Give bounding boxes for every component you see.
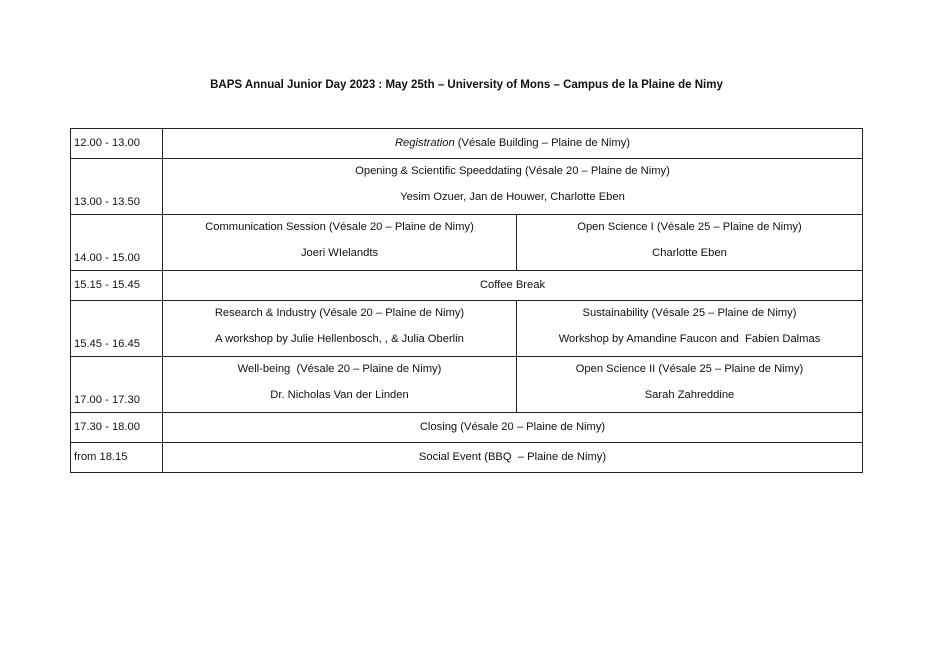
session-title: Open Science II (Vésale 25 – Plaine de Nimy): [575, 363, 804, 375]
session-speakers: Workshop by Amandine Faucon and Fabien Dalmas: [558, 333, 821, 345]
table-row: [71, 443, 863, 473]
table-row: [71, 215, 863, 271]
session-cell-left: [163, 215, 517, 271]
time-cell: [71, 357, 163, 413]
session-title: Research & Industry (Vésale 20 – Plaine de Nimy): [214, 307, 465, 319]
session-title: Open Science I (Vésale 25 – Plaine de Nimy): [577, 221, 802, 233]
time-cell: from 18.15: [71, 443, 163, 473]
table-row: [71, 413, 863, 443]
time-label: 13.00 - 13.50: [74, 196, 140, 208]
session-title: Well-being (Vésale 20 – Plaine de Nimy): [237, 363, 442, 375]
session-cell: Social Event (BBQ – Plaine de Nimy): [163, 443, 863, 473]
session-title: Opening & Scientific Speeddating (Vésale 20 – Plaine de Nimy): [355, 165, 670, 177]
session-cell-left: [163, 301, 517, 357]
session-location: (Vésale Building – Plaine de Nimy): [454, 137, 631, 149]
session-title-italic: Registration: [394, 137, 455, 149]
session-cell-left: [163, 357, 517, 413]
time-cell: 15.15 - 15.45: [71, 271, 163, 301]
table-row: [71, 129, 863, 159]
session-title: Sustainability (Vésale 25 – Plaine de Nimy): [582, 307, 797, 319]
time-cell: 17.30 - 18.00: [71, 413, 163, 443]
session-speakers: Sarah Zahreddine: [644, 389, 735, 401]
time-cell: 12.00 - 13.00: [71, 129, 163, 159]
session-cell-right: [517, 215, 863, 271]
time-cell: [71, 301, 163, 357]
time-label: 17.00 - 17.30: [74, 394, 140, 406]
table-row: [71, 301, 863, 357]
session-cell: [163, 129, 863, 159]
table-row: [71, 159, 863, 215]
session-title: Communication Session (Vésale 20 – Plaine de Nimy): [205, 221, 474, 233]
session-speakers: Yesim Ozuer, Jan de Houwer, Charlotte Eben: [400, 191, 625, 203]
session-speakers: Joeri WIelandts: [300, 247, 379, 259]
session-cell-right: [517, 357, 863, 413]
time-cell: [71, 215, 163, 271]
session-cell: Closing (Vésale 20 – Plaine de Nimy): [163, 413, 863, 443]
table-row: [71, 271, 863, 301]
document-title: BAPS Annual Junior Day 2023 : May 25th – University of Mons – Campus de la Plaine de Nimy: [210, 79, 723, 91]
time-label: 15.45 - 16.45: [74, 338, 140, 350]
schedule-table: [70, 128, 863, 473]
session-cell: Coffee Break: [163, 271, 863, 301]
time-cell: [71, 159, 163, 215]
session-cell: [163, 159, 863, 215]
session-speakers: Charlotte Eben: [652, 247, 727, 259]
table-row: [71, 357, 863, 413]
session-speakers: A workshop by Julie Hellenbosch, , & Julia Oberlin: [215, 333, 464, 345]
session-speakers: Dr. Nicholas Van der Linden: [270, 389, 409, 401]
time-label: 14.00 - 15.00: [74, 252, 140, 264]
session-cell-right: [517, 301, 863, 357]
